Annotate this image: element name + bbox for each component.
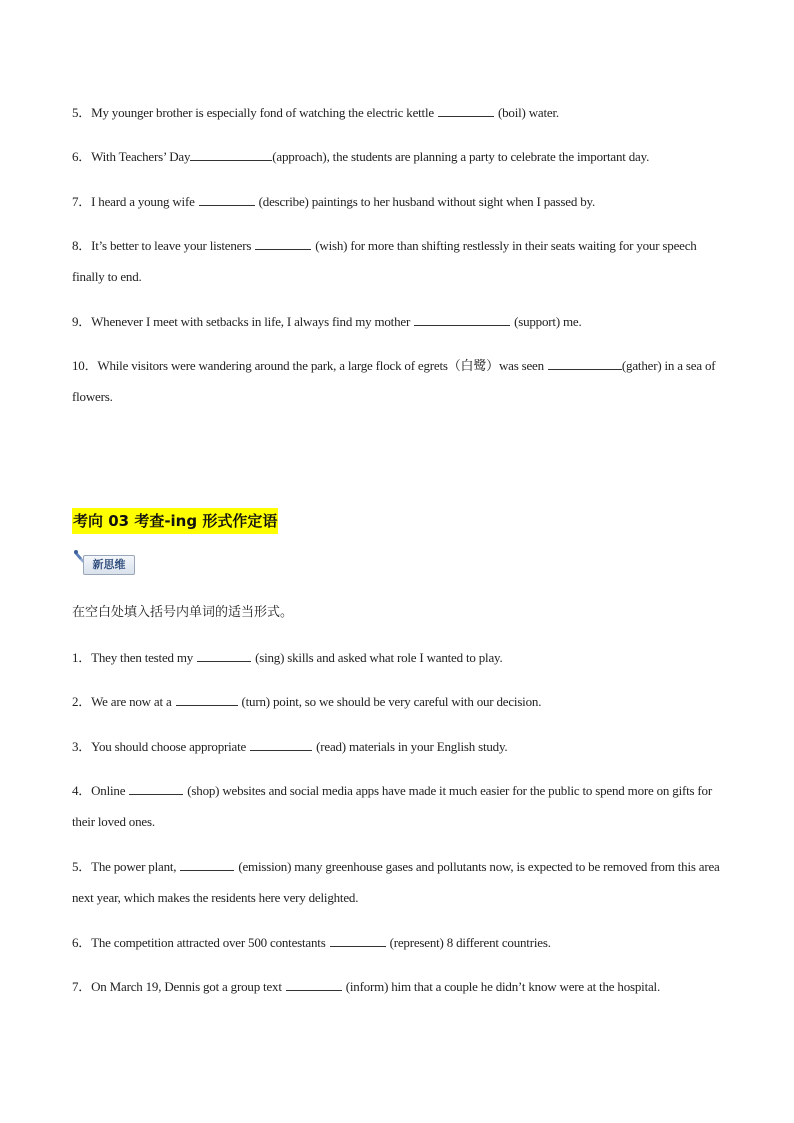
item-text-after: (emission) many greenhouse gases and pollutants now, is expected to be removed from this area next year, which makes the residents here very delighted. <box>72 859 720 905</box>
instruction-text: 在空白处填入括号内单词的适当形式。 <box>72 605 294 620</box>
item-text-before: 9．Whenever I meet with setbacks in life, I always find my mother <box>72 314 411 329</box>
exercise-item-6b <box>72 927 724 958</box>
answer-blank[interactable] <box>255 237 311 250</box>
item-text-after: (read) materials in your English study. <box>316 739 508 754</box>
exercise-item-7b <box>72 971 724 1002</box>
item-text-before: 5．My younger brother is especially fond of watching the electric kettle <box>72 105 434 120</box>
answer-blank[interactable] <box>176 693 238 706</box>
exercise-item-5 <box>72 97 724 128</box>
answer-blank[interactable] <box>414 313 510 326</box>
item-text-before: 5．The power plant, <box>72 859 177 874</box>
item-text-before: 6．With Teachers’ Day <box>72 149 191 164</box>
answer-blank[interactable] <box>197 649 251 662</box>
exercise-item-9 <box>72 306 724 337</box>
item-text-after: (wish) for more than shifting restlessly in their seats waiting for your speech finally to end. <box>72 238 697 284</box>
answer-blank[interactable] <box>129 782 183 795</box>
item-text-after: (sing) skills and asked what role I wanted to play. <box>255 650 503 665</box>
item-text-before: 1．They then tested my <box>72 650 194 665</box>
item-text-after: (turn) point, so we should be very careful with our decision. <box>241 694 542 709</box>
answer-blank[interactable] <box>199 193 255 206</box>
item-text-after: (gather) in a sea of flowers. <box>72 358 716 404</box>
answer-blank[interactable] <box>548 357 622 370</box>
new-thinking-badge <box>73 549 139 579</box>
exercise-item-4 <box>72 775 724 837</box>
exercise-item-1 <box>72 642 724 673</box>
item-text-after: (boil) water. <box>497 105 559 120</box>
answer-blank[interactable] <box>438 104 494 117</box>
item-text-before: 4．Online <box>72 783 126 798</box>
item-text-after: (describe) paintings to her husband without sight when I passed by. <box>258 194 596 209</box>
item-text-before: 2．We are now at a <box>72 694 172 709</box>
item-text-after: (shop) websites and social media apps have made it much easier for the public to spend more on gifts for their loved ones. <box>72 783 712 829</box>
badge-label: 新思维 <box>83 555 135 575</box>
item-text-after: (approach), the students are planning a party to celebrate the important day. <box>272 149 650 164</box>
item-text-before: 10．While visitors were wandering around the park, a large flock of egrets（白鹭）was seen <box>72 358 544 373</box>
answer-blank[interactable] <box>250 738 312 751</box>
item-text-after: (inform) him that a couple he didn’t know were at the hospital. <box>345 979 661 994</box>
item-text-before: 8．It’s better to leave your listeners <box>72 238 252 253</box>
answer-blank[interactable] <box>330 934 386 947</box>
answer-blank[interactable] <box>180 858 234 871</box>
item-text-before: 7．On March 19, Dennis got a group text <box>72 979 282 994</box>
item-text-before: 3．You should choose appropriate <box>72 739 247 754</box>
item-text-before: 7．I heard a young wife <box>72 194 195 209</box>
item-text-after: (represent) 8 different countries. <box>389 935 551 950</box>
section-title: 考向 03 考查-ing 形式作定语 <box>72 508 278 534</box>
exercise-item-10 <box>72 350 724 412</box>
answer-blank[interactable] <box>286 978 342 991</box>
exercise-item-6 <box>72 141 724 172</box>
item-text-before: 6．The competition attracted over 500 contestants <box>72 935 326 950</box>
exercise-item-2 <box>72 686 724 717</box>
answer-blank[interactable] <box>190 148 272 161</box>
exercise-item-8 <box>72 230 724 292</box>
exercise-item-5b <box>72 851 724 913</box>
item-text-after: (support) me. <box>514 314 582 329</box>
exercise-item-3 <box>72 731 724 762</box>
exercise-item-7 <box>72 186 724 217</box>
